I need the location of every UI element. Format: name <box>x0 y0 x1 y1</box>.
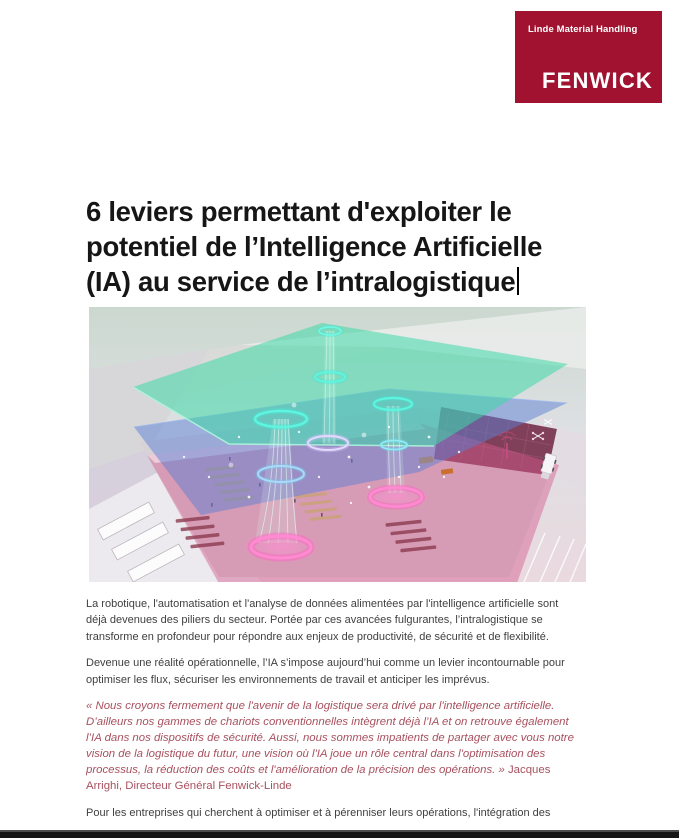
brand-logo <box>515 11 662 103</box>
quote-paragraph[interactable] <box>86 698 580 794</box>
title-line-3-text: (IA) au service de l’intralogistique <box>86 266 516 298</box>
title-line-2: potentiel de l’Intelligence Artificielle <box>86 231 543 263</box>
brand-tagline: Linde Material Handling <box>528 24 638 35</box>
article-title[interactable] <box>86 194 610 299</box>
quote-text: « Nous croyons fermement que l'avenir de la logistique sera drivé par l'intelligence artificielle. D’ailleurs nos gammes de chariots conventionnelles intègrent déjà l’IA et on retrouve également l’IA dans nos dispositifs de sécurité. Aussi, nous sommes impatients de partager avec vous notre vision de la logistique du futur, une vision où l'IA joue un rôle central dans l'optimisation des processus, la réduction des coûts et l'amélioration de la précision des opérations. » <box>86 700 574 777</box>
brand-wordmark: FENWICK <box>541 68 653 93</box>
text-cursor <box>517 267 519 295</box>
quote-attribution: Jacques Arrighi, Directeur Général Fenwick-Linde <box>86 764 551 793</box>
hero-image[interactable] <box>89 307 586 582</box>
window-edge-bar <box>0 830 679 838</box>
paragraph-partial[interactable]: Pour les entreprises qui cherchent à optimiser et à pérenniser leurs opérations, l'intégration des <box>86 806 551 819</box>
warehouse-ai-visualization <box>89 307 586 582</box>
title-line-1: 6 leviers permettant d'exploiter le <box>86 196 512 228</box>
title-line-3 <box>86 264 610 299</box>
paragraph-intro[interactable]: La robotique, l'automatisation et l'analyse de données alimentées par l'intelligence artificielle sont déjà devenues des piliers du secteur. Portée par ces avancées fulgurantes, l’intralogistique se transforme en profondeur pour répondre aux enjeux de productivité, de sécurité et de flexibilité. <box>86 598 559 643</box>
article-body <box>86 596 580 838</box>
paragraph-context[interactable]: Devenue une réalité opérationnelle, l’IA s’impose aujourd’hui comme un levier incontournable pour optimiser les flux, sécuriser les environnements de travail et anticiper les imprévus. <box>86 657 565 686</box>
